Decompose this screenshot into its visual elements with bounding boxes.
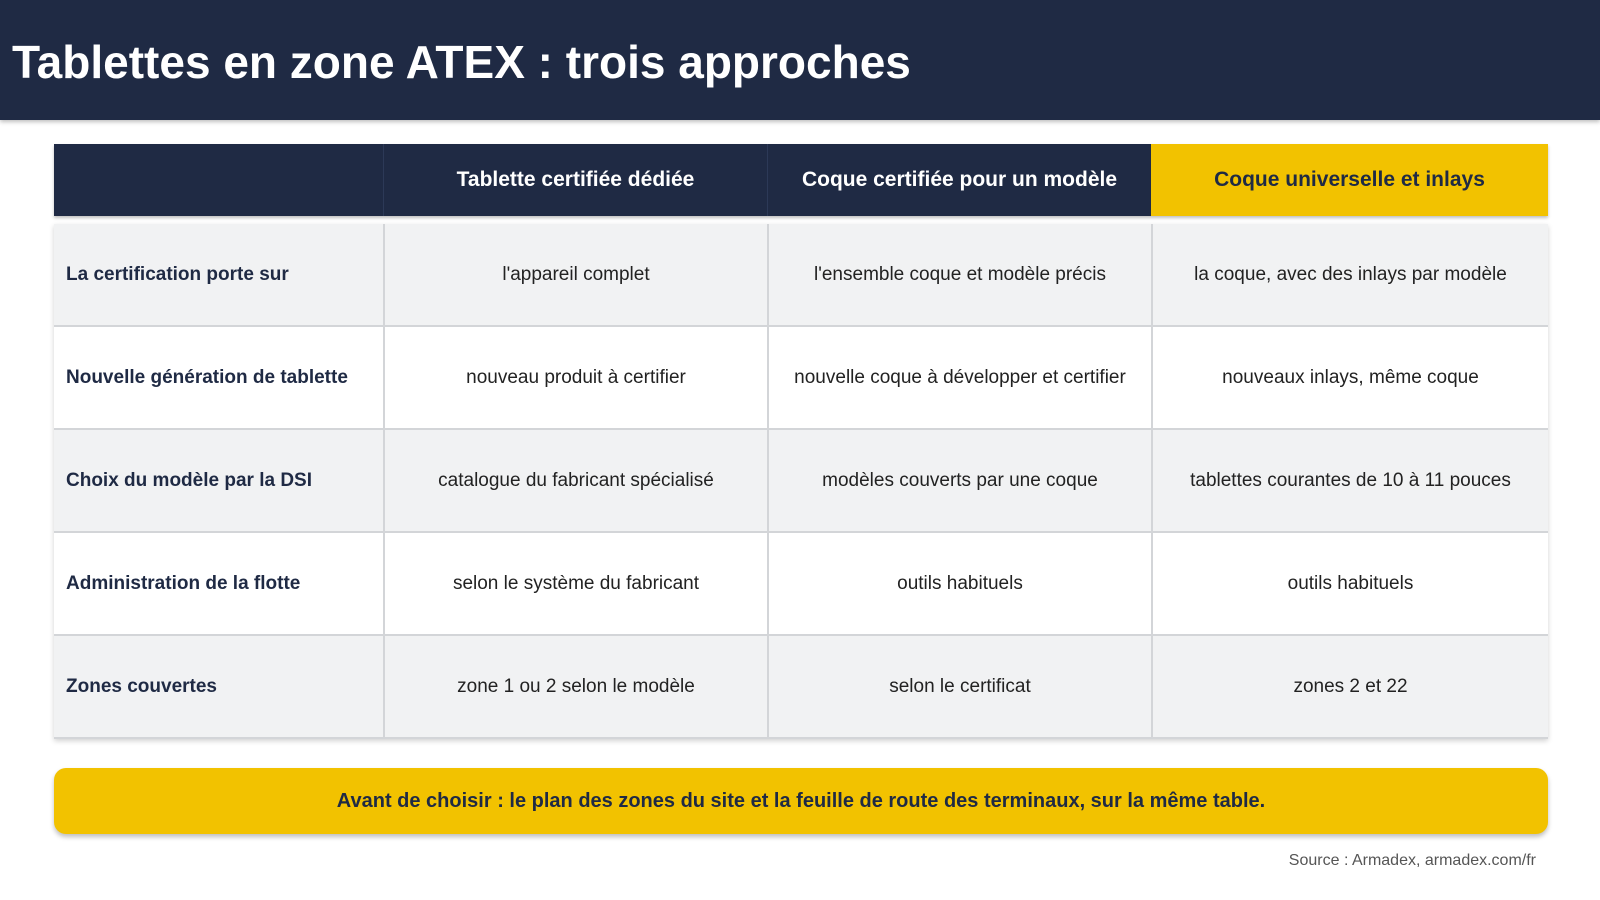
column-header-dedicated-tablet: Tablette certifiée dédiée xyxy=(383,144,767,216)
table-row xyxy=(54,533,1548,636)
source-note: Source : Armadex, armadex.com/fr xyxy=(1288,852,1536,869)
table-cell: l'appareil complet xyxy=(383,224,767,325)
column-header-model-case: Coque certifiée pour un modèle xyxy=(767,144,1151,216)
page-title: Tablettes en zone ATEX : trois approches xyxy=(12,36,911,88)
table-cell: outils habituels xyxy=(1151,533,1548,634)
table-cell: tablettes courantes de 10 à 11 pouces xyxy=(1151,430,1548,531)
row-label: Administration de la flotte xyxy=(66,572,301,594)
callout-banner xyxy=(54,768,1548,834)
table-cell: selon le certificat xyxy=(767,636,1151,737)
row-label: Zones couvertes xyxy=(66,675,217,697)
table-cell: selon le système du fabricant xyxy=(383,533,767,634)
row-label: La certification porte sur xyxy=(66,263,289,285)
table-cell: l'ensemble coque et modèle précis xyxy=(767,224,1151,325)
table-body xyxy=(54,224,1548,739)
table-cell: zone 1 ou 2 selon le modèle xyxy=(383,636,767,737)
table-row xyxy=(54,327,1548,430)
table-row xyxy=(54,636,1548,739)
table-header-row xyxy=(54,144,1548,216)
row-label: Nouvelle génération de tablette xyxy=(66,366,348,388)
column-header-empty xyxy=(54,144,383,216)
comparison-table xyxy=(54,144,1548,739)
table-cell: catalogue du fabricant spécialisé xyxy=(383,430,767,531)
table-cell: nouvelle coque à développer et certifier xyxy=(767,327,1151,428)
column-header-universal-case: Coque universelle et inlays xyxy=(1151,144,1548,216)
table-row xyxy=(54,430,1548,533)
table-cell: outils habituels xyxy=(767,533,1151,634)
table-cell: nouveau produit à certifier xyxy=(383,327,767,428)
table-cell: nouveaux inlays, même coque xyxy=(1151,327,1548,428)
table-cell: la coque, avec des inlays par modèle xyxy=(1151,224,1548,325)
callout-text: Avant de choisir : le plan des zones du site et la feuille de route des terminaux, sur la même table. xyxy=(336,789,1266,812)
table-cell: zones 2 et 22 xyxy=(1151,636,1548,737)
header-bar xyxy=(0,0,1600,120)
row-label: Choix du modèle par la DSI xyxy=(66,469,312,491)
table-row xyxy=(54,224,1548,327)
table-cell: modèles couverts par une coque xyxy=(767,430,1151,531)
